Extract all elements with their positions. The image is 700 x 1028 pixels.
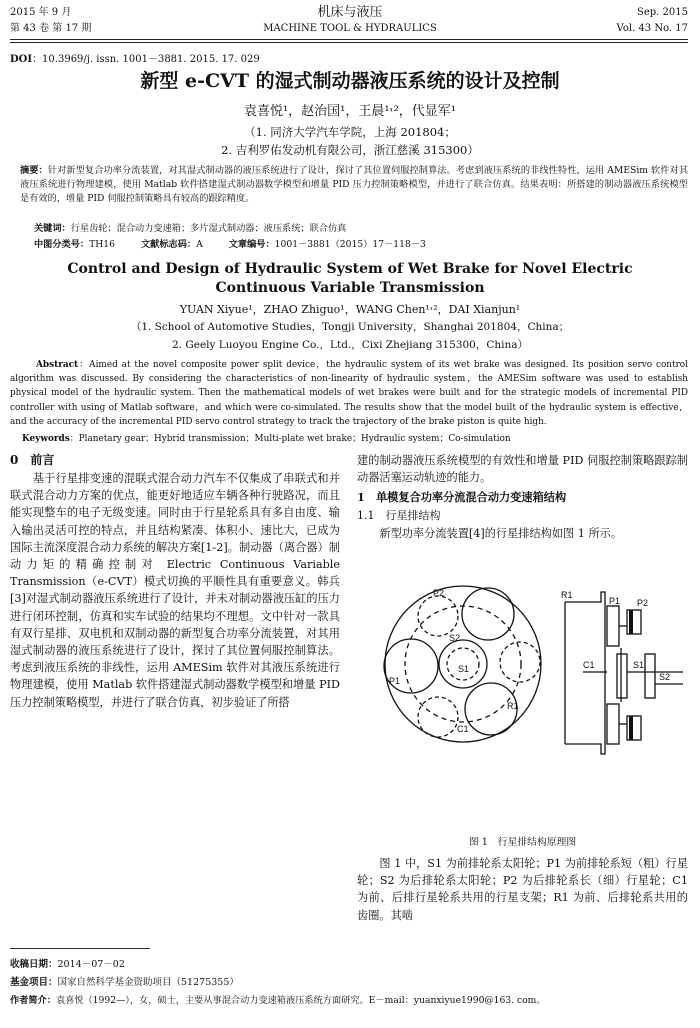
keywords-cn-text: 行星齿轮；混合动力变速箱；多片湿式制动器；液压系统；联合仿真 (70, 223, 347, 234)
abstract-cn-text: 针对新型复合功率分流装置，对其湿式制动器的液压系统进行了设计，探讨了其位置伺服控制算法。考虑到液压系统的非线性特性，运用 AMESim 软件对其液压系统进行物理建模，使用 Matlab 软件搭建湿式制动器数学模型和增量 PID 压力控制策略模型，并进行了联合仿真。结果表明：所搭建的制动器液压系统模型是有效的，增量 PID 伺服控制策略具有较高的跟踪精度。 (20, 165, 688, 205)
fund-value: 国家自然科学基金资助项目（51275355） (57, 977, 239, 988)
authors-en: YUAN Xiyue¹，ZHAO Zhiguo¹，WANG Chen¹˒²，DAI Xianjun¹ (179, 303, 521, 316)
authors-cn: 袁喜悦¹，赵治国¹，王晨¹˒²，代显军¹ (243, 104, 457, 119)
fund-label: 基金项目： (10, 977, 58, 988)
keywords-en-label: Keywords (22, 434, 70, 444)
section-1-1-text: 新型功率分流装置[4]的行星排结构如图 1 所示。 (357, 527, 623, 540)
fig-label-s2: S2 (449, 633, 461, 643)
fig-label-right-s1: S1 (633, 660, 645, 670)
abstract-en-text: ：Aimed at the novel composite power split device，the hydraulic system of its wet brake was designed. Its position servo control algorithm was discussed. By considering the characteristics of non-linearity of hydraulic system，the AMESim software was used to establish physical model of the hydraulic system. Then the mathematical models of wet brakes were built and for the strategic models of incremental PID controller with using of Matlab software，and which were co-simulated. The results show that the model built of the hydraulic system is effective，and the accuracy of the incremental PID servo control strategy to track the trajectory of the brake piston is quite high. (10, 360, 688, 427)
fig-label-c1: C1 (457, 724, 469, 734)
section-0-heading: 0 前言 (10, 453, 55, 467)
affiliation-cn-1: （1. 同济大学汽车学院，上海 201804； (244, 125, 456, 139)
abstract-cn-label: 摘要： (20, 165, 48, 176)
doi-label: DOI (10, 54, 33, 65)
section-1-heading: 1 单模复合功率分流混合动力变速箱结构 (357, 490, 567, 504)
header-month-en: Sep. 2015 (637, 7, 688, 18)
fig-label-r1: R1 (507, 701, 519, 711)
abstract-en-label: Abstract (36, 360, 79, 370)
intro-paragraph: 基于行星排变速的混联式混合动力汽车不仅集成了串联式和并联式混合动力方案的优点，能更好地适应车辆各种行驶路况，而且能实现整车的电子无级变速。同时由于行星轮系具有多自由度、输入输出灵活可控的特点，并且结构紧凑、体积小、速比大，已成为国际主流深度混合动力系统的解决方案[1-2]。制动器（离合器）制动力矩的精确控制对 Electric Continuous Variable Transmission（e-CVT）模式切换的平顺性具有重要意义。韩兵[3]对湿式制动器液压系统进行了设计，并未对制动器液压缸的压力进行闭环控制，仿真和实车试验的结果均不理想。文中针对一款具有双行星排、双电机和双制动器的新型复合功率分流装置，对其用湿式制动器的液压系统进行了设计，探讨了其位置伺服控制算法。考虑到液压系统的非线性，运用 AMESim 软件对其液压系统进行物理建模，使用 Matlab 软件搭建湿式制动器数学模型和增量 PID 压力控制策略模型，并进行了联合仿真，初步验证了所搭 (10, 472, 340, 709)
header-volume-en: Vol. 43 No. 17 (616, 23, 688, 34)
author-bio-value: 袁喜悦（1992—），女，硕士，主要从事混合动力变速箱液压系统方面研究。E－mail：yuanxiyue1990@163. com。 (55, 995, 546, 1006)
affiliation-en-2: 2. Geely Luoyou Engine Co.，Ltd.，Cixi Zhejiang 315300，China） (171, 339, 529, 351)
figure-1-diagram (383, 544, 683, 824)
doi-value: ：10.3969/j. issn. 1001－3881. 2015. 17. 029 (32, 54, 260, 65)
header-volume: 第 43 卷 第 17 期 (10, 23, 92, 34)
footnote-author (10, 992, 696, 1009)
fig-label-right-p2: P2 (637, 598, 649, 608)
planet-p2-a (418, 596, 458, 636)
paper-title-en-line2: Continuous Variable Transmission (215, 280, 485, 296)
doi-line (10, 53, 260, 67)
section-1-1-heading: 1.1 行星排结构 (357, 509, 441, 522)
keywords-cn-label: 关键词： (34, 223, 71, 234)
footnote-rule (10, 948, 150, 949)
footnote-received (10, 956, 690, 973)
journal-title-cn: 机床与液压 (317, 5, 383, 20)
received-label: 收稿日期： (10, 959, 58, 970)
figure-1-description: 图 1 中，S1 为前排轮系太阳轮；P1 为前排轮系短（粗）行星轮；S2 为后排轮系太阳轮；P2 为后排轮系长（细）行星轮；C1 为前、后排行星轮系共用的行星支架；R1 为前、后排轮系共用的齿圈。其啮 (357, 857, 688, 922)
fig-label-right-c1: C1 (583, 660, 595, 670)
planet-p1-b (462, 588, 514, 640)
fig-label-right-s2: S2 (659, 672, 671, 682)
header-rule (10, 39, 688, 40)
article-label: 文章编号： (228, 239, 275, 250)
article-value: 1001－3881（2015）17－118－3 (274, 239, 426, 250)
fig-label-s1: S1 (458, 664, 470, 674)
affiliation-cn-2: 2. 吉利罗佑发动机有限公司，浙江慈溪 315300） (221, 143, 479, 157)
class-label: 中图分类号： (34, 239, 90, 250)
keywords-en (22, 432, 688, 446)
class-value: TH16 (89, 239, 115, 250)
code-label: 文献标志码： (140, 239, 197, 250)
author-bio-label: 作者简介： (10, 995, 56, 1006)
fig-label-p1: P1 (389, 676, 401, 686)
fig-label-right-r1: R1 (561, 590, 573, 600)
fig-label-p2: P2 (433, 588, 445, 598)
fig-label-right-p1: P1 (609, 596, 621, 606)
continuation-paragraph: 建的制动器液压系统模型的有效性和增量 PID 伺服控制策略跟踪制动器活塞运动轨迹的能力。 (357, 454, 688, 485)
keywords-cn (34, 222, 688, 236)
classification-line (34, 238, 688, 252)
paper-title-en-line1: Control and Design of Hydraulic System of Wet Brake for Novel Electric (67, 261, 633, 277)
footnote-fund (10, 974, 690, 991)
header-issue-date: 2015 年 9 月 (10, 7, 72, 18)
figure-1-caption: 图 1 行星排结构原理图 (468, 837, 577, 848)
abstract-cn (20, 164, 688, 222)
code-value: A (196, 239, 203, 250)
abstract-en (10, 358, 688, 430)
header-rule-thin (10, 42, 688, 43)
journal-title-en: MACHINE TOOL & HYDRAULICS (263, 23, 437, 34)
received-value: 2014－07－02 (57, 959, 125, 970)
keywords-en-text: ：Planetary gear；Hybrid transmission；Multi-plate wet brake；Hydraulic system；Co-simulation (69, 434, 511, 444)
paper-title-cn: 新型 e-CVT 的湿式制动器液压系统的设计及控制 (140, 70, 560, 92)
affiliation-en-1: （1. School of Automotive Studies，Tongji University，Shanghai 201804，China； (130, 321, 570, 333)
